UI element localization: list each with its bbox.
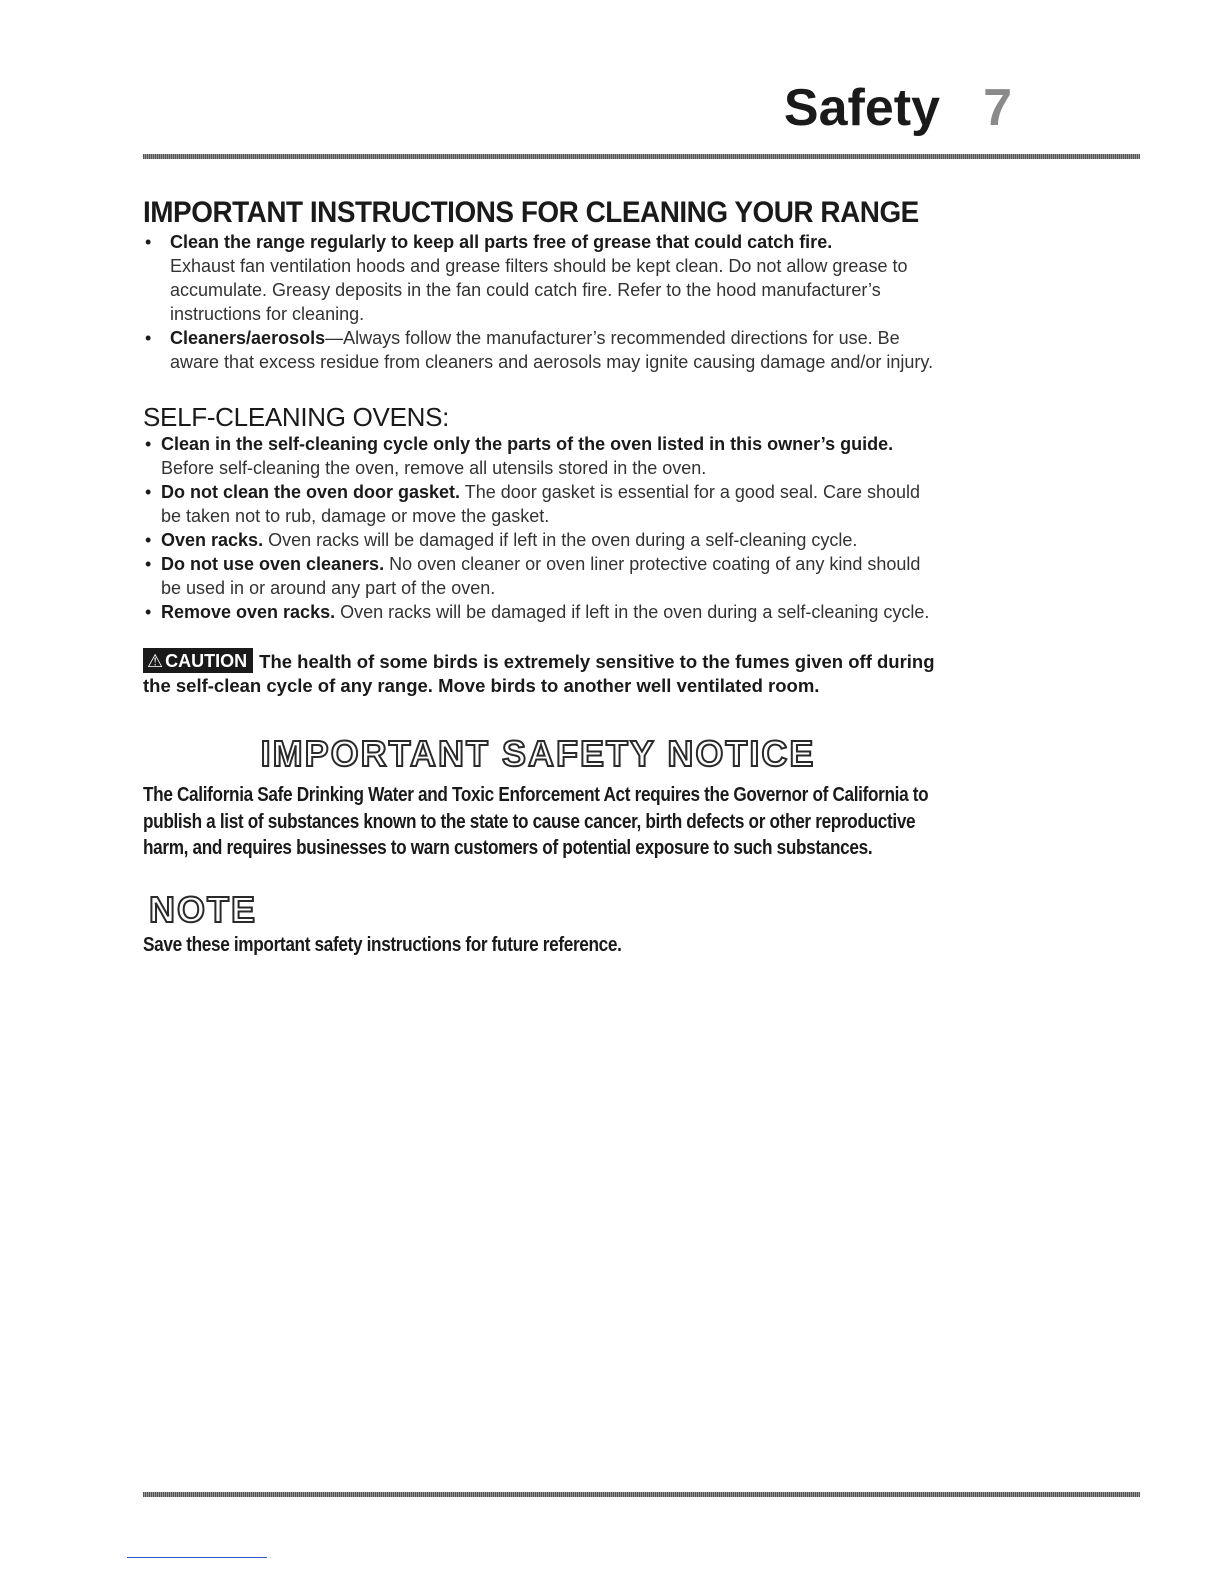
safety-notice-heading: IMPORTANT SAFETY NOTICE	[260, 733, 816, 774]
list-item	[143, 600, 943, 624]
item-text: Before self-cleaning the oven, remove all utensils stored in the oven.	[161, 458, 707, 478]
item-lead: Cleaners/aerosols	[170, 328, 326, 348]
header-rule	[143, 154, 1140, 159]
item-text: No oven cleaner or oven liner protective coating of any kind should be used in or around any part of the oven.	[161, 554, 921, 598]
note-body: Save these important safety instructions for future reference.	[143, 933, 622, 956]
list-item	[143, 432, 943, 480]
item-text: Oven racks will be damaged if left in the oven during a self-cleaning cycle.	[335, 602, 930, 622]
footer-link-underline	[127, 1557, 267, 1558]
page-number: 7	[983, 79, 1012, 137]
cleaning-heading: IMPORTANT INSTRUCTIONS FOR CLEANING YOUR RANGE	[143, 196, 919, 229]
bullet-icon: •	[145, 434, 152, 454]
self-cleaning-list	[143, 432, 943, 624]
warning-icon: ⚠	[147, 651, 164, 671]
item-text: Exhaust fan ventilation hoods and grease filters should be kept clean. Do not allow grease to accumulate. Greasy deposits in the fan could catch fire. Refer to the hood manufacturer’s instructions for cleaning.	[170, 256, 908, 324]
bullet-icon: •	[145, 530, 152, 550]
list-item	[143, 552, 943, 600]
item-lead: Do not clean the oven door gasket.	[161, 482, 461, 502]
cleaning-list	[143, 230, 943, 374]
bullet-icon: •	[145, 554, 152, 574]
caution-block	[143, 648, 943, 698]
self-cleaning-heading: SELF-CLEANING OVENS:	[143, 402, 450, 432]
list-item	[143, 230, 943, 326]
item-lead: Remove oven racks.	[161, 602, 336, 622]
bullet-icon: •	[145, 328, 152, 348]
item-lead: Do not use oven cleaners.	[161, 554, 385, 574]
caution-label: CAUTION	[165, 651, 248, 671]
item-text: The door gasket is essential for a good seal. Care should be taken not to rub, damage or move the gasket.	[161, 482, 921, 526]
caution-badge	[143, 648, 253, 673]
page-header	[143, 78, 1140, 158]
bullet-icon: •	[145, 602, 152, 622]
list-item	[143, 480, 943, 528]
page-title: Safety	[783, 79, 940, 137]
list-item	[143, 528, 943, 552]
main-content	[143, 196, 943, 957]
footer-rule	[143, 1492, 1140, 1497]
bullet-icon: •	[145, 232, 152, 252]
item-text: Oven racks will be damaged if left in the oven during a self-cleaning cycle.	[263, 530, 858, 550]
item-lead: Clean the range regularly to keep all parts free of grease that could catch fire.	[170, 232, 833, 252]
safety-notice-body: The California Safe Drinking Water and Toxic Enforcement Act requires the Governor of California to publish a list of substances known to the state to cause cancer, birth defects or other reproductive harm, and requires businesses to warn customers of potential exposure to such substances.	[143, 784, 929, 859]
item-lead: Clean in the self-cleaning cycle only the parts of the oven listed in this owner’s guide.	[161, 434, 894, 454]
note-heading: NOTE	[149, 888, 258, 930]
list-item	[143, 326, 943, 374]
item-text: —Always follow the manufacturer’s recommended directions for use. Be aware that excess residue from cleaners and aerosols may ignite causing damage and/or injury.	[170, 328, 934, 372]
item-lead: Oven racks.	[161, 530, 264, 550]
caution-text: The health of some birds is extremely sensitive to the fumes given off during the self-clean cycle of any range. Move birds to another well ventilated room.	[143, 651, 935, 696]
bullet-icon: •	[145, 482, 152, 502]
